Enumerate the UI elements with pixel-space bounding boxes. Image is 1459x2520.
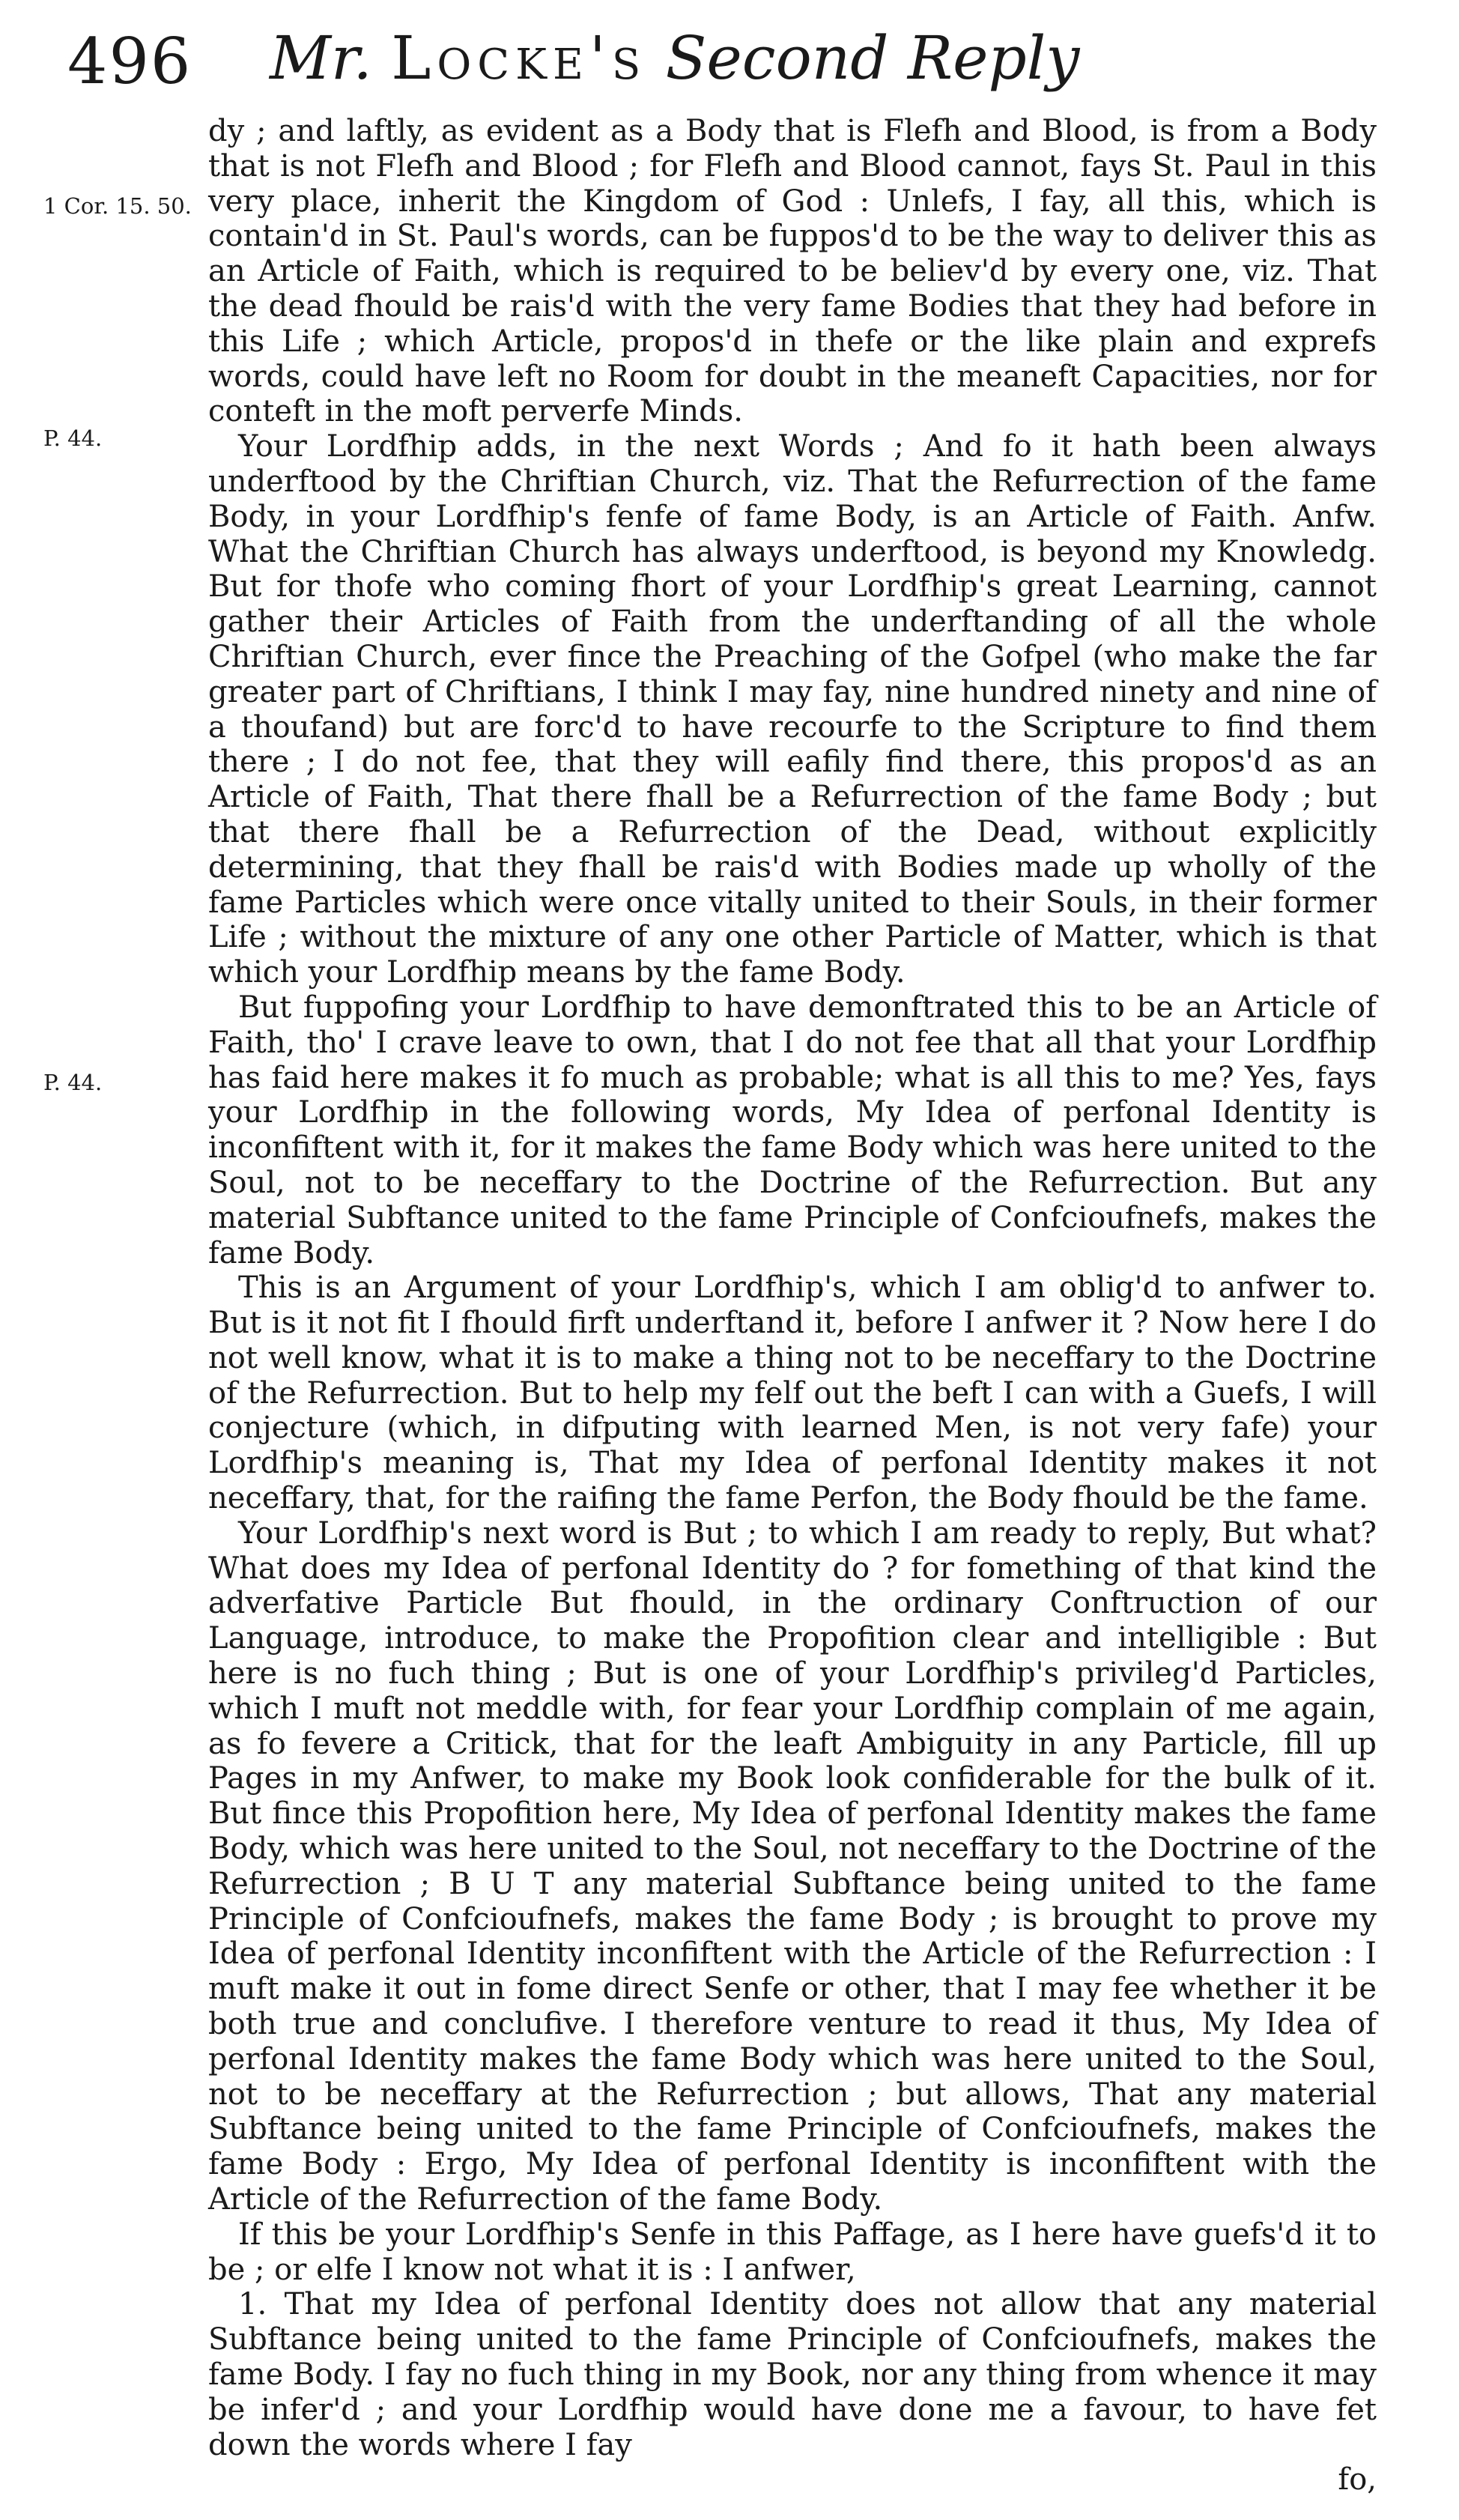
margin-note-p44-second: P. 44.	[43, 1070, 103, 1095]
margin-note-p44-first: P. 44.	[43, 425, 103, 451]
paragraph: This is an Argument of your Lordfhip's, which I am oblig'd to anfwer to. But is it not fit I fhould firft underftand it, before I anfwer it ? Now here I do not well know, what it is to make a thing not to be neceffary to the Doctrine of the Refurrection. But to help my felf out the beft I can with a Guefs, I will conjecture (which, in difputing with learned Men, is not very fafe) your Lordfhip's meaning is, That my Idea of perfonal Identity makes it not neceffary, that, for the raifing the fame Perfon, the Body fhould be the fame.	[208, 1270, 1377, 1516]
paragraph: If this be your Lordfhip's Senfe in this Paffage, as I here have guefs'd it to be ; or elfe I know not what it is : I anfwer,	[208, 2217, 1377, 2287]
paragraph: Your Lordfhip adds, in the next Words ; And fo it hath been always underftood by the Chriftian Church, viz. That the Refurrection of the fame Body, in your Lordfhip's fenfe of fame Body, is an Article of Faith. Anfw. What the Chriftian Church has always underftood, is beyond my Knowledg. But for thofe who coming fhort of your Lordfhip's great Learning, cannot gather their Articles of Faith from the underftanding of all the whole Chriftian Church, ever fince the Preaching of the Gofpel (who make the far greater part of Chriftians, I think I may fay, nine hundred ninety and nine of a thoufand) but are forc'd to have recourfe to the Scripture to find them there ; I do not fee, that they will eafily find there, this propos'd as an Article of Faith, That there fhall be a Refurrection of the fame Body ; but that there fhall be a Refurrection of the Dead, without explicitly determining, that they fhall be rais'd with Bodies made up wholly of the fame Particles which were once vitally united to their Souls, in their former Life ; without the mixture of any one other Particle of Matter, which is that which your Lordfhip means by the fame Body.	[208, 429, 1377, 990]
running-head-name: Locke's	[391, 23, 647, 93]
page-number: 496	[67, 25, 192, 98]
catchword: fo,	[1338, 2462, 1377, 2498]
running-head	[270, 23, 1243, 93]
paragraph: 1. That my Idea of perfonal Identity does not allow that any material Subftance being united to the fame Principle of Confcioufnefs, makes the fame Body. I fay no fuch thing in my Book, nor any thing from whence it may be infer'd ; and your Lordfhip would have done me a favour, to have fet down the words where I fay	[208, 2287, 1377, 2462]
margin-note-cor: 1 Cor. 15. 50.	[43, 193, 192, 219]
paragraph: dy ; and laftly, as evident as a Body that is Flefh and Blood, is from a Body that is not Flefh and Blood ; for Flefh and Blood cannot, fays St. Paul in this very place, inherit the Kingdom of God : Unlefs, I fay, all this, which is contain'd in St. Paul's words, can be fuppos'd to be the way to deliver this as an Article of Faith, which is required to be believ'd by every one, viz. That the dead fhould be rais'd with the very fame Bodies that they had before in this Life ; which Article, propos'd in thefe or the like plain and exprefs words, could have left no Room for doubt in the meaneft Capacities, nor for conteft in the moft perverfe Minds.	[208, 114, 1377, 429]
running-head-post: Second Reply	[665, 23, 1080, 93]
paragraph: Your Lordfhip's next word is But ; to which I am ready to reply, But what? What does my Idea of perfonal Identity do ? for fomething of that kind the adverfative Particle But fhould, in the ordinary Conftruction of our Language, introduce, to make the Propofition clear and intelligible : But here is no fuch thing ; But is one of your Lordfhip's privileg'd Particles, which I muft not meddle with, for fear your Lordfhip complain of me again, as fo fevere a Critick, that for the leaft Ambiguity in any Particle, fill up Pages in my Anfwer, to make my Book look confiderable for the bulk of it. But fince this Propofition here, My Idea of perfonal Identity makes the fame Body, which was here united to the Soul, not neceffary to the Doctrine of the Refurrection ; B U T any material Subftance being united to the fame Principle of Confcioufnefs, makes the fame Body ; is brought to prove my Idea of perfonal Identity inconfiftent with the Article of the Refurrection : I muft make it out in fome direct Senfe or other, that I may fee whether it be both true and conclufive. I therefore venture to read it thus, My Idea of perfonal Identity makes the fame Body which was here united to the Soul, not to be neceffary at the Refurrection ; but allows, That any material Subftance being united to the fame Principle of Confcioufnefs, makes the fame Body : Ergo, My Idea of perfonal Identity is inconfiftent with the Article of the Refurrection of the fame Body.	[208, 1515, 1377, 2217]
running-head-pre: Mr.	[270, 23, 372, 93]
paragraph: But fuppofing your Lordfhip to have demonftrated this to be an Article of Faith, tho' I crave leave to own, that I do not fee that all that your Lordfhip has faid here makes it fo much as probable; what is all this to me? Yes, fays your Lordfhip in the following words, My Idea of perfonal Identity is inconfiftent with it, for it makes the fame Body which was here united to the Soul, not to be neceffary to the Doctrine of the Refurrection. But any material Subftance united to the fame Principle of Confcioufnefs, makes the fame Body.	[208, 990, 1377, 1270]
body-text	[208, 114, 1377, 2498]
